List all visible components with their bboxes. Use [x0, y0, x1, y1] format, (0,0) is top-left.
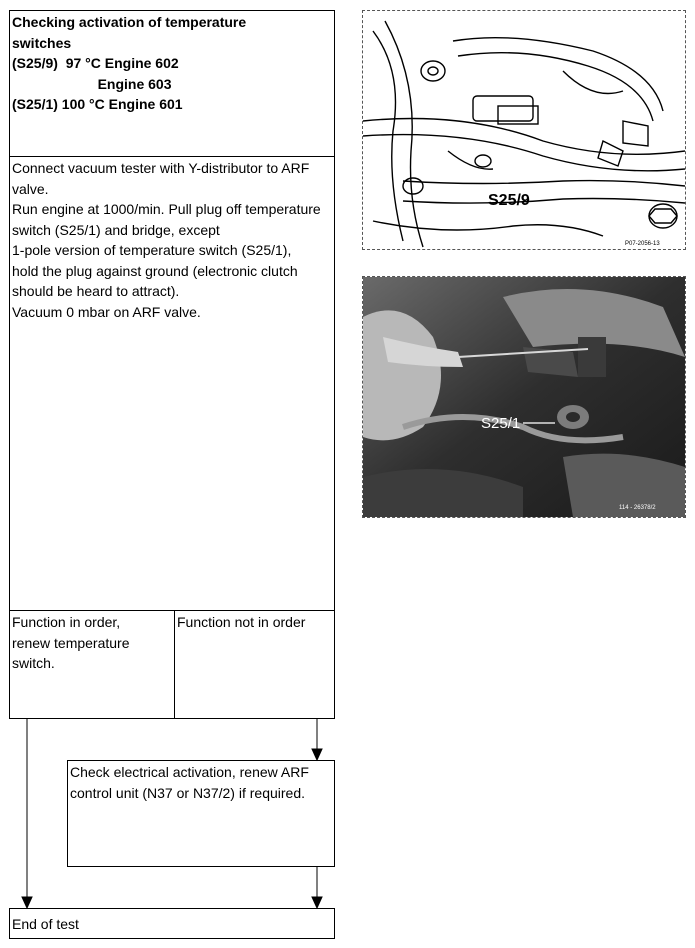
title-line-2: switches — [12, 34, 72, 51]
instruction-line-2: Run engine at 1000/min. Pull plug off temperature switch (S25/1) and bridge, except — [12, 201, 325, 238]
check-activation-text: Check electrical activation, renew ARF control unit (N37 or N37/2) if required. — [70, 764, 313, 801]
instruction-line-6: Vacuum 0 mbar on ARF valve. — [12, 303, 201, 320]
instruction-line-4: hold the plug against ground (electronic clutch — [12, 262, 298, 279]
title-line-4: Engine 603 — [12, 75, 172, 92]
result-not-ok-text: Function not in order — [177, 614, 306, 630]
arrow-notok-to-check-head — [312, 749, 322, 760]
engine-line-drawing — [363, 11, 685, 249]
title-line-5: (S25/1) 100 °C Engine 601 — [12, 96, 183, 112]
figure-s25-1-photo — [362, 276, 686, 518]
figure-s25-9-drawing — [362, 10, 686, 250]
arrow-ok-to-end-head — [22, 897, 32, 908]
figure-1-label: S25/9 — [488, 192, 530, 209]
figure-2-label: S25/1 — [481, 415, 521, 432]
instruction-line-3: 1-pole version of temperature switch (S25/1), — [12, 242, 292, 258]
title-line-1: Checking activation of temperature — [12, 14, 247, 30]
instruction-line-1: Connect vacuum tester with Y-distributor to ARF valve. — [12, 160, 314, 197]
engine-photo — [363, 277, 685, 517]
figure-2-code: 114 - 26378/2 — [619, 505, 656, 511]
arrow-check-to-end-head — [312, 897, 322, 908]
result-ok-text: Function in order, renew temperature switch. — [12, 614, 134, 671]
title-line-3: (S25/9) 97 °C Engine 602 — [12, 55, 179, 71]
instruction-line-5: should be heard to attract). — [12, 283, 180, 299]
figure-1-code: P07-2056-13 — [625, 241, 660, 247]
end-of-test-text: End of test — [12, 916, 79, 932]
